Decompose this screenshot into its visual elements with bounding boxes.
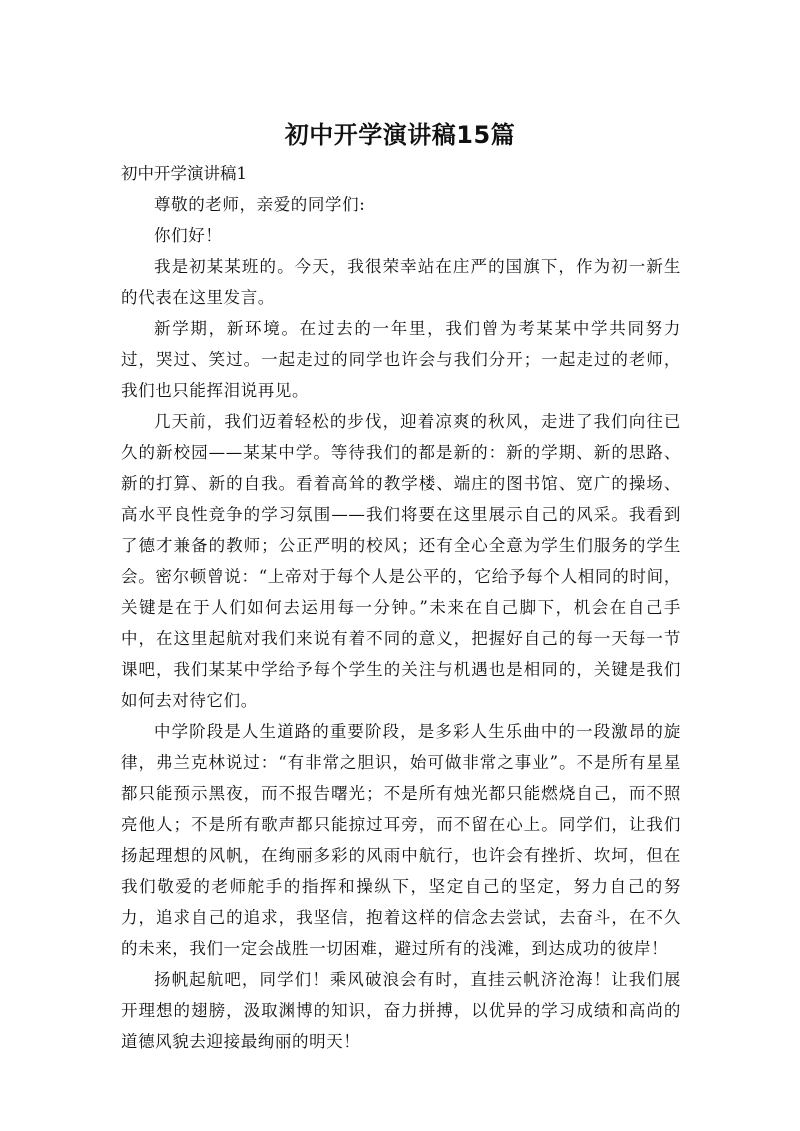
document-body [121,158,681,1057]
paragraph-new-campus: 几天前，我们迈着轻松的步伐，迎着凉爽的秋风，走进了我们向往已久的新校园——某某中学。等待我们的都是新的：新的学期、新的思路、新的打算、新的自我。看着高耸的教学楼、端庄的图书馆、宽广的操场、高水平良性竞争的学习氛围——我们将要在这里展示自己的风采。我看到了德才兼备的教师；公正严明的校风；还有全心全意为学生们服务的学生会。密尔顿曾说：“上帝对于每个人是公平的，它给予每个人相同的时间，关键是在于人们如何去运用每一分钟。”未来在自己脚下，机会在自己手中，在这里起航对我们来说有着不同的意义，把握好自己的每一天每一节课吧，我们某某中学给予每个学生的关注与机遇也是相同的，关键是我们如何去对待它们。 [121,412,681,710]
paragraph-closing: 扬帆起航吧，同学们！乘风破浪会有时，直挂云帆济沧海！让我们展开理想的翅膀，汲取渊博的知识，奋力拼搏，以优异的学习成绩和高尚的道德风貌去迎接最绚丽的明天！ [121,970,681,1051]
paragraph-new-semester: 新学期，新环境。在过去的一年里，我们曾为考某某中学共同努力过，哭过、笑过。一起走过的同学也许会与我们分开；一起走过的老师，我们也只能挥泪说再见。 [121,319,681,400]
paragraph-introduction: 我是初某某班的。今天，我很荣幸站在庄严的国旗下，作为初一新生的代表在这里发言。 [121,257,681,307]
paragraph-hello: 你们好！ [154,226,223,245]
paragraph-greeting: 尊敬的老师，亲爱的同学们: [154,195,366,214]
paragraph-middle-school-stage: 中学阶段是人生道路的重要阶段，是多彩人生乐曲中的一段激昂的旋律，弗兰克林说过：“有非常之胆识，始可做非常之事业”。不是所有星星都只能预示黑夜，而不报告曙光；不是所有烛光都只能燃烧自己，而不照亮他人；不是所有歌声都只能掠过耳旁，而不留在心上。同学们，让我们扬起理想的风帆，在绚丽多彩的风雨中航行，也许会有挫折、坎坷，但在我们敬爱的老师舵手的指挥和操纵下，坚定自己的坚定，努力自己的努力，追求自己的追求，我坚信，抱着这样的信念去尝试，去奋斗，在不久的未来，我们一定会战胜一切困难，避过所有的浅滩，到达成功的彼岸！ [121,722,681,958]
section-heading: 初中开学演讲稿1 [121,164,247,183]
document-title: 初中开学演讲稿15篇 [284,121,516,149]
